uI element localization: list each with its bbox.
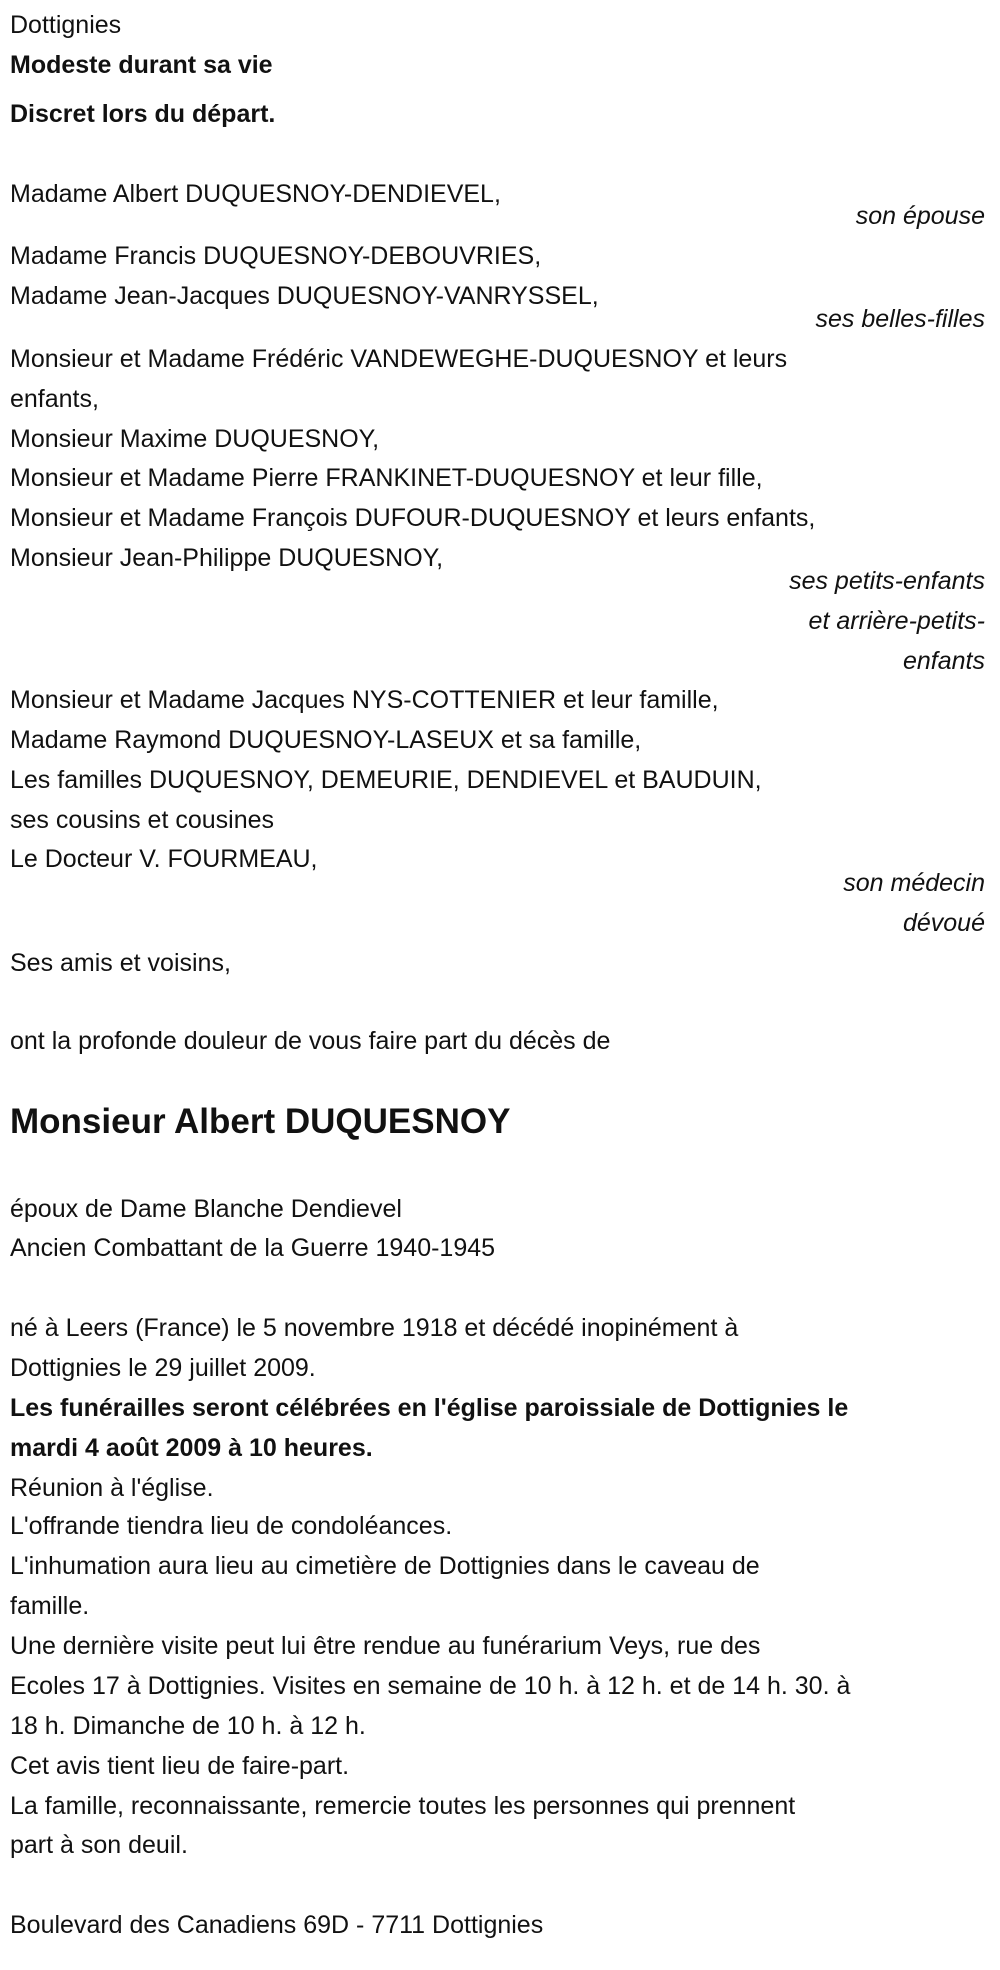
detail-line: part à son deuil. bbox=[10, 1831, 188, 1859]
family-member: Monsieur et Madame François DUFOUR-DUQUESNOY et leurs enfants, bbox=[10, 504, 816, 532]
spouse-line: époux de Dame Blanche Dendievel bbox=[10, 1195, 402, 1223]
funeral-line: mardi 4 août 2009 à 10 heures. bbox=[10, 1434, 373, 1462]
detail-line: Réunion à l'église. bbox=[10, 1474, 214, 1502]
family-member: Monsieur et Madame Jacques NYS-COTTENIER et leur famille, bbox=[10, 686, 719, 714]
detail-line: L'offrande tiendra lieu de condoléances. bbox=[10, 1512, 453, 1540]
veteran-line: Ancien Combattant de la Guerre 1940-1945 bbox=[10, 1234, 496, 1262]
family-member: ses cousins et cousines bbox=[10, 806, 275, 834]
motto-line: Modeste durant sa vie bbox=[10, 51, 273, 79]
family-member: Madame Jean-Jacques DUQUESNOY-VANRYSSEL, bbox=[10, 282, 599, 310]
relation-label: enfants bbox=[902, 647, 985, 675]
detail-line: L'inhumation aura lieu au cimetière de Dottignies dans le caveau de bbox=[10, 1552, 760, 1580]
family-member: Les familles DUQUESNOY, DEMEURIE, DENDIEVEL et BAUDUIN, bbox=[10, 766, 762, 794]
relation-label: ses petits-enfants bbox=[789, 567, 985, 595]
detail-line: Une dernière visite peut lui être rendue au funérarium Veys, rue des bbox=[10, 1632, 761, 1660]
family-member: Madame Raymond DUQUESNOY-LASEUX et sa famille, bbox=[10, 726, 642, 754]
motto-line: Discret lors du départ. bbox=[10, 100, 276, 128]
announcement: ont la profonde douleur de vous faire part du décès de bbox=[10, 1027, 611, 1055]
detail-line: Dottignies le 29 juillet 2009. bbox=[10, 1354, 316, 1382]
location: Dottignies bbox=[10, 11, 122, 39]
spouse: Madame Albert DUQUESNOY-DENDIEVEL, bbox=[10, 180, 501, 208]
family-member: Monsieur et Madame Pierre FRANKINET-DUQUESNOY et leur fille, bbox=[10, 464, 763, 492]
relation-label: son médecin bbox=[843, 869, 985, 897]
funeral-line: Les funérailles seront célébrées en l'église paroissiale de Dottignies le bbox=[10, 1394, 849, 1422]
relation-label: ses belles-filles bbox=[815, 305, 985, 333]
family-member: Le Docteur V. FOURMEAU, bbox=[10, 845, 318, 873]
detail-line: Ecoles 17 à Dottignies. Visites en semaine de 10 h. à 12 h. et de 14 h. 30. à bbox=[10, 1672, 851, 1700]
detail-line: La famille, reconnaissante, remercie toutes les personnes qui prennent bbox=[10, 1792, 796, 1820]
friends-line: Ses amis et voisins, bbox=[10, 949, 231, 977]
family-member: Monsieur et Madame Frédéric VANDEWEGHE-DUQUESNOY et leurs bbox=[10, 345, 788, 373]
family-member: enfants, bbox=[10, 385, 99, 413]
family-member: Monsieur Jean-Philippe DUQUESNOY, bbox=[10, 544, 444, 572]
deceased-name: Monsieur Albert DUQUESNOY bbox=[10, 1102, 511, 1141]
address: Boulevard des Canadiens 69D - 7711 Dottignies bbox=[10, 1911, 544, 1939]
family-member: Madame Francis DUQUESNOY-DEBOUVRIES, bbox=[10, 242, 542, 270]
detail-line: né à Leers (France) le 5 novembre 1918 et décédé inopinément à bbox=[10, 1314, 739, 1342]
family-member: Monsieur Maxime DUQUESNOY, bbox=[10, 425, 380, 453]
relation-label: son épouse bbox=[855, 202, 985, 230]
relation-label: dévoué bbox=[902, 909, 985, 937]
detail-line: famille. bbox=[10, 1592, 90, 1620]
detail-line: Cet avis tient lieu de faire-part. bbox=[10, 1752, 350, 1780]
detail-line: 18 h. Dimanche de 10 h. à 12 h. bbox=[10, 1712, 366, 1740]
relation-label: et arrière-petits- bbox=[808, 607, 985, 635]
